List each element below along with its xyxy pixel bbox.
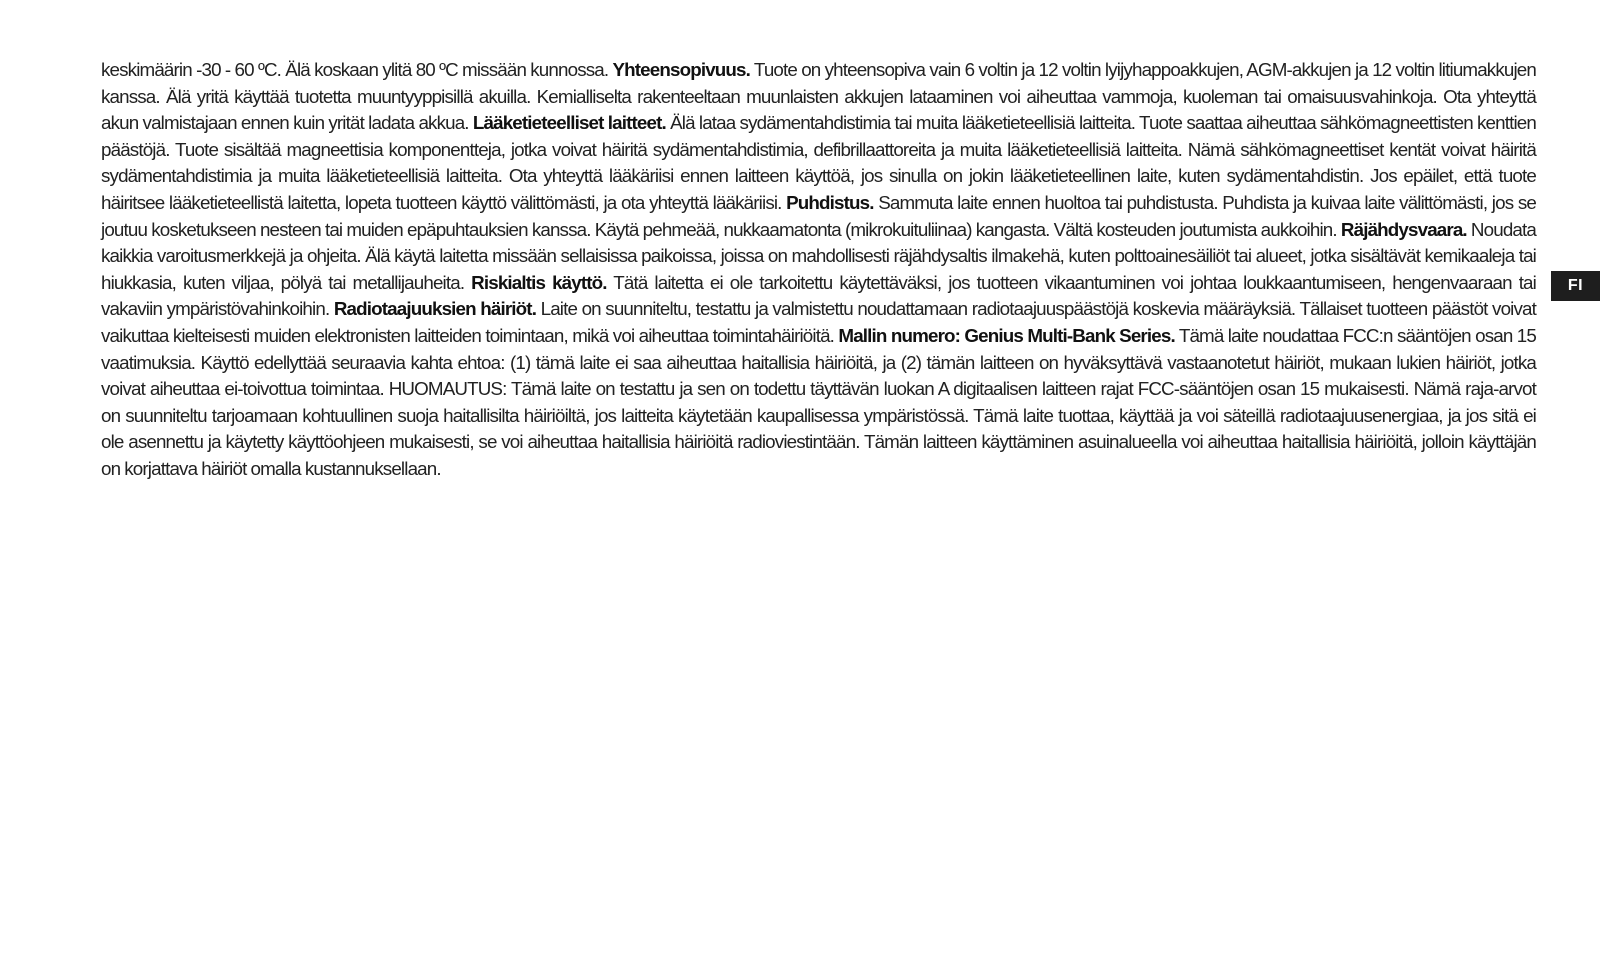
text-run: Noudata kaikkia varoitusmerkkejä ja ohjeita. Älä käytä laitetta missään sellaisissa paikoissa, joissa on mahdollisesti räjähdysaltis ilmakehä, kuten polttoainesäiliöt tai alueet, jotka sisältävät kemikaaleja tai hiukkasia, kuten viljaa, pölyä tai metallijauheita. bbox=[101, 218, 1536, 293]
text-run: Tämä laite noudattaa FCC:n sääntöjen osan 15 vaatimuksia. Käyttö edellyttää seuraavia kahta ehtoa: (1) tämä laite ei saa aiheuttaa haitallisia häiriöitä, ja (2) tämän laitteen on hyväksyttävä vastaanotetut häiriöt, mukaan lukien häiriöt, jotka voivat aiheuttaa ei-toivottua toimintaa. HUOMAUTUS: Tämä laite on testattu ja sen on todettu täyttävän luokan A digitaalisen laitteen rajat FCC-sääntöjen osan 15 mukaisesti. Nämä raja-arvot on suunniteltu tarjoamaan kohtuullinen suoja haitallisilta häiriöiltä, jos laitteita käytetään kaupallisessa ympäristössä. Tämä laite tuottaa, käyttää ja voi säteillä radiotaajuusenergiaa, ja jos sitä ei ole asennettu ja käytetty käyttöohjeen mukaisesti, se voi aiheuttaa haitallisia häiriöitä radioviestintään. Tämän laitteen käyttäminen asuinalueella voi aiheuttaa haitallisia häiriöitä, jolloin käyttäjän on korjattava häiriöt omalla kustannuksellaan. bbox=[101, 324, 1536, 479]
text-run: Älä lataa sydämentahdistimia tai muita lääketieteellisiä laitteita. Tuote saattaa aiheuttaa sähkömagneettisten kenttien päästöjä. Tuote sisältää magneettisia komponentteja, jotka voivat häiritä sydämentahdistimia, defibrillaattoreita ja muita lääketieteellisiä laitteita. Nämä sähkömagneettiset kentät voivat häiritä sydämentahdistimia ja muita lääketieteellisiä laitteita. Ota yhteyttä lääkäriisi ennen laitteen käyttöä, jos sinulla on jokin lääketieteellinen laite, kuten sydämentahdistin. Jos epäilet, että tuote häiritsee lääketieteellistä laitetta, lopeta tuotteen käyttö välittömästi, ja ota yhteyttä lääkäriisi. bbox=[101, 112, 1536, 213]
language-tab-fi: FI bbox=[1551, 271, 1600, 301]
text-run: Tätä laitetta ei ole tarkoitettu käytettäväksi, jos tuotteen vikaantuminen voi johtaa loukkaantumiseen, hengenvaaraan tai vakaviin ympäristövahinkoihin. bbox=[101, 271, 1536, 320]
heading-yhteensopivuus: Yhteensopivuus. bbox=[612, 59, 750, 80]
text-run: Laite on suunniteltu, testattu ja valmistettu noudattamaan radiotaajuuspäästöjä koskevia määräyksiä. Tällaiset tuotteen päästöt voivat vaikuttaa kielteisesti muiden elektronisten laitteiden toimintaan, mikä voi aiheuttaa toimintahäiriöitä. bbox=[101, 298, 1537, 346]
heading-rajahdysvaara: Räjähdysvaara. bbox=[1340, 218, 1467, 240]
text-run: keskimäärin -30 - 60 ºC. Älä koskaan ylitä 80 ºC missään kunnossa. bbox=[101, 59, 613, 80]
heading-puhdistus: Puhdistus. bbox=[786, 191, 874, 213]
heading-mallin-numero: Mallin numero: Genius Multi-Bank Series. bbox=[838, 324, 1175, 346]
text-run: Tuote on yhteensopiva vain 6 voltin ja 12 voltin lyijyhappoakkujen, AGM-akkujen ja 12 voltin litiumakkujen kanssa. Älä yritä käyttää tuotetta muuntyyppisillä akuilla. Kemialliselta rakenteeltaan muunlaisten akkujen lataaminen voi aiheuttaa vammoja, kuoleman tai omaisuusvahinkoja. Ota yhteyttä akun valmistajaan ennen kuin yrität ladata akkua. bbox=[101, 59, 1536, 134]
body-paragraph bbox=[101, 57, 1536, 483]
heading-laaketieteelliset-laitteet: Lääketieteelliset laitteet. bbox=[472, 112, 666, 134]
heading-radiotaajuuksien-hairiot: Radiotaajuuksien häiriöt. bbox=[333, 298, 537, 320]
heading-riskialtis-kaytto: Riskialtis käyttö. bbox=[471, 271, 607, 293]
text-run: Sammuta laite ennen huoltoa tai puhdistusta. Puhdista ja kuivaa laite välittömästi, jos se joutuu kosketukseen nesteen tai muiden epäpuhtauksien kanssa. Käytä pehmeää, nukkaamatonta (mikrokuituliinaa) kangasta. Vältä kosteuden joutumista aukkoihin. bbox=[101, 191, 1536, 240]
